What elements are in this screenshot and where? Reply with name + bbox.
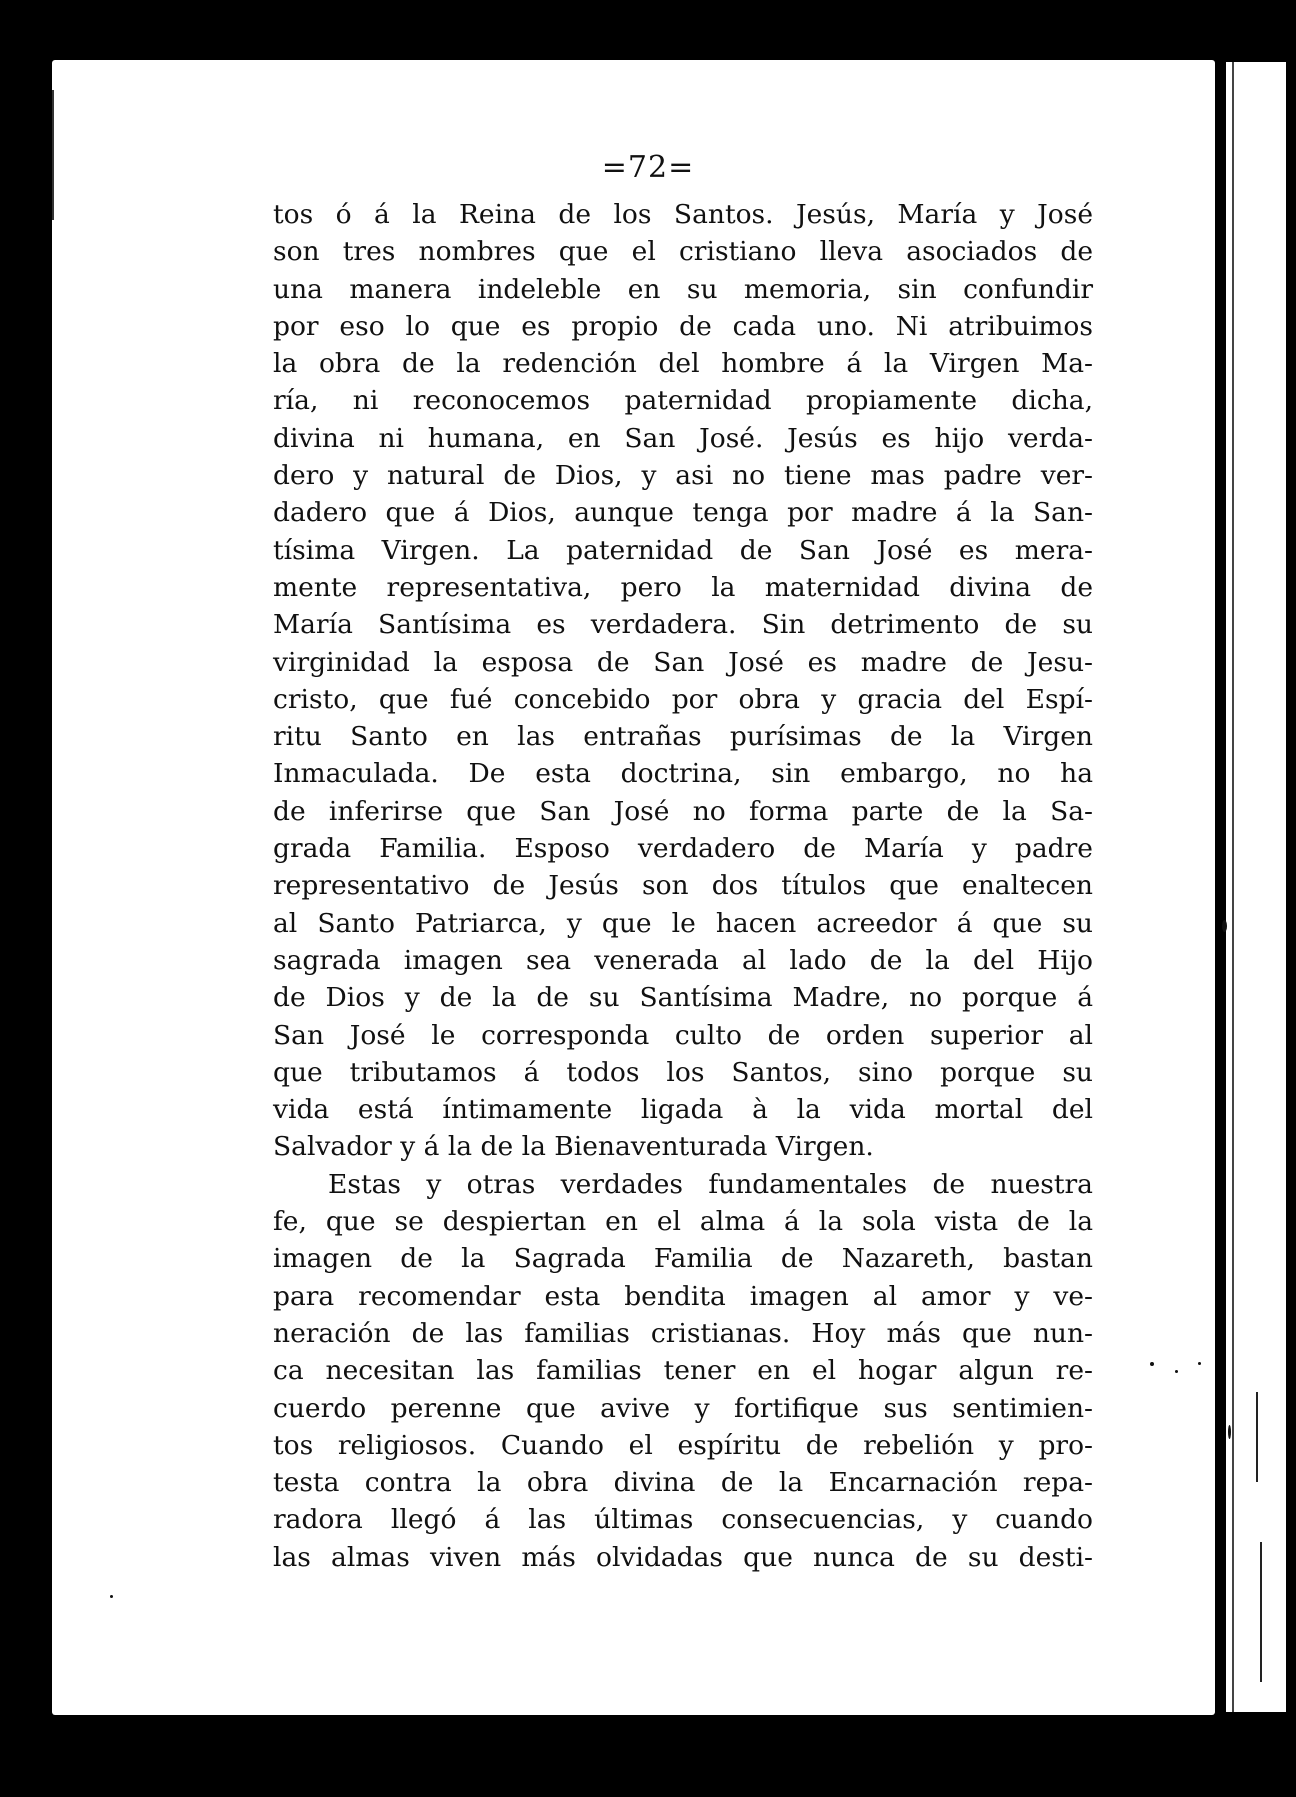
text-line: Estas y otras verdades fundamentales de nuestra xyxy=(328,1168,1093,1200)
paragraph-2 xyxy=(273,1166,1093,1576)
text-line: cristo, que fué concebido por obra y gracia del Espí- xyxy=(273,683,1093,715)
text-line: dadero que á Dios, aunque tenga por madre á la San- xyxy=(273,497,1093,529)
text-line: testa contra la obra divina de la Encarnación repa- xyxy=(273,1467,1093,1499)
paragraph-1 xyxy=(273,196,1093,1166)
text-line: Inmaculada. De esta doctrina, sin embargo, no ha xyxy=(273,758,1093,790)
margin-mark xyxy=(1256,1392,1258,1482)
text-line: cuerdo perenne que avive y fortifique sus sentimien- xyxy=(273,1392,1093,1424)
text-line: sagrada imagen sea venerada al lado de la del Hijo xyxy=(273,944,1093,976)
text-line: la obra de la redención del hombre á la Virgen Ma- xyxy=(273,348,1093,380)
scan-speck xyxy=(1175,1370,1178,1373)
text-line: divina ni humana, en San José. Jesús es hijo verda- xyxy=(273,422,1093,454)
text-line: neración de las familias cristianas. Hoy más que nun- xyxy=(273,1317,1093,1349)
text-line: ritu Santo en las entrañas purísimas de la Virgen xyxy=(273,721,1093,753)
text-line: radora llegó á las últimas consecuencias, y cuando xyxy=(273,1504,1093,1536)
text-line: de inferirse que San José no forma parte de la Sa- xyxy=(273,795,1093,827)
text-line: ca necesitan las familias tener en el hogar algun re- xyxy=(273,1355,1093,1387)
text-line: representativo de Jesús son dos títulos que enaltecen xyxy=(273,870,1093,902)
text-line: para recomendar esta bendita imagen al amor y ve- xyxy=(273,1280,1093,1312)
text-line: por eso lo que es propio de cada uno. Ni atribuimos xyxy=(273,310,1093,342)
body-text xyxy=(273,196,1093,1576)
text-line: ría, ni reconocemos paternidad propiamente dicha, xyxy=(273,385,1093,417)
text-line: vida está íntimamente ligada à la vida mortal del xyxy=(273,1094,1093,1126)
scan-speck xyxy=(1150,1362,1154,1366)
margin-mark xyxy=(1260,1542,1262,1682)
text-line: una manera indeleble en su memoria, sin confundir xyxy=(273,273,1093,305)
text-line: San José le corresponda culto de orden superior al xyxy=(273,1019,1093,1051)
scan-speck xyxy=(110,1595,113,1598)
text-line: las almas viven más olvidadas que nunca de su desti- xyxy=(273,1541,1093,1573)
text-line: que tributamos á todos los Santos, sino porque su xyxy=(273,1056,1093,1088)
text-line: grada Familia. Esposo verdadero de María y padre xyxy=(273,833,1093,865)
page-fold-line xyxy=(1232,62,1234,1712)
scan-speck xyxy=(1198,1362,1201,1365)
text-line: virginidad la esposa de San José es madre de Jesu- xyxy=(273,646,1093,678)
text-line: dero y natural de Dios, y asi no tiene mas padre ver- xyxy=(273,460,1093,492)
scan-speck xyxy=(1228,1425,1231,1439)
text-line: fe, que se despiertan en el alma á la sola vista de la xyxy=(273,1206,1093,1238)
text-line: al Santo Patriarca, y que le hacen acreedor á que su xyxy=(273,907,1093,939)
text-line: Salvador y á la de la Bienaventurada Virgen. xyxy=(273,1131,874,1163)
scan-speck xyxy=(1222,920,1227,932)
text-line: tísima Virgen. La paternidad de San José es mera- xyxy=(273,534,1093,566)
text-line: imagen de la Sagrada Familia de Nazareth, bastan xyxy=(273,1243,1093,1275)
text-line: María Santísima es verdadera. Sin detrimento de su xyxy=(273,609,1093,641)
text-line: de Dios y de la de su Santísima Madre, no porque á xyxy=(273,982,1093,1014)
page-number: =72= xyxy=(601,150,695,185)
text-line: tos ó á la Reina de los Santos. Jesús, María y José xyxy=(273,199,1093,230)
text-line: mente representativa, pero la maternidad divina de xyxy=(273,571,1093,603)
text-line: son tres nombres que el cristiano lleva asociados de xyxy=(273,236,1093,268)
adjacent-page-edge xyxy=(1226,62,1286,1712)
text-line: tos religiosos. Cuando el espíritu de rebelión y pro- xyxy=(273,1429,1093,1461)
